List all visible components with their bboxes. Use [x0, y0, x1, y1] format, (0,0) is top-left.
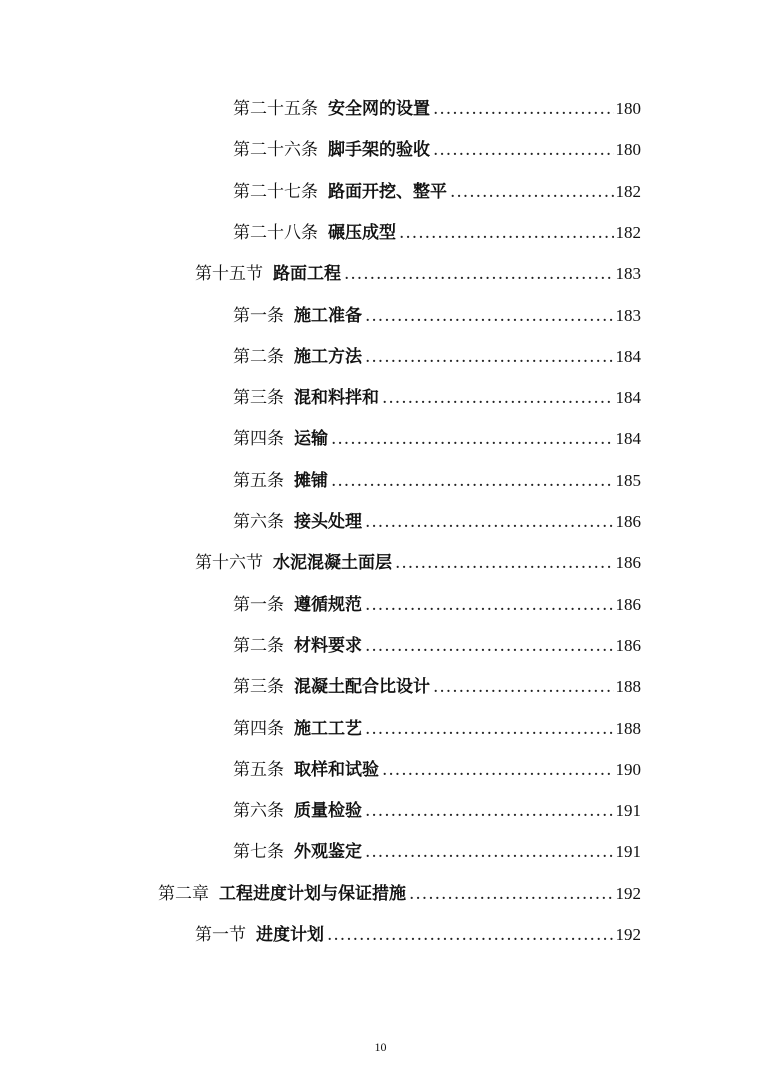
toc-entry-page: 183: [615, 264, 641, 284]
toc-entry: [233, 344, 641, 370]
toc-entry: [233, 592, 641, 618]
toc-entry-title: 水泥混凝土面层: [273, 553, 392, 574]
toc-entry: [233, 674, 641, 700]
toc-entry-number: 第一条: [233, 305, 284, 326]
toc-entry: [233, 385, 641, 411]
toc-entry-title: 遵循规范: [294, 594, 362, 615]
toc-entry: [233, 220, 641, 246]
toc-entry-number: 第四条: [233, 718, 284, 739]
toc-entry: [233, 96, 641, 122]
toc-dot-leader: [395, 550, 614, 576]
toc-entry: [233, 179, 641, 205]
toc-entry-title: 混和料拌和: [294, 388, 379, 409]
toc-entry-number: 第一节: [195, 925, 246, 945]
toc-entry-title: 取样和试验: [294, 759, 379, 780]
toc-entry-title: 施工方法: [294, 346, 362, 367]
toc-entry-page: 186: [615, 553, 641, 573]
toc-entry-title: 质量检验: [294, 801, 362, 822]
toc-entry-page: 184: [615, 388, 641, 408]
toc-entry-title: 材料要求: [294, 635, 362, 656]
toc-entry-page: 191: [615, 842, 641, 862]
toc-dot-leader: [327, 922, 614, 948]
toc-entry-number: 第三条: [233, 388, 284, 409]
toc-dot-leader: [365, 509, 614, 535]
toc-entry-page: 182: [615, 222, 641, 242]
toc-entry: [195, 550, 641, 576]
toc-entry-page: 190: [615, 759, 641, 779]
toc-entry-title: 施工准备: [294, 305, 362, 326]
toc-entry-number: 第二章: [158, 883, 209, 904]
toc-entry-page: 186: [615, 594, 641, 614]
toc-entry-title: 碾压成型: [328, 222, 396, 243]
toc-dot-leader: [365, 303, 614, 329]
toc-entry: [233, 509, 641, 535]
page-number: 10: [374, 1040, 387, 1054]
toc-dot-leader: [433, 96, 614, 122]
toc-entry-number: 第六条: [233, 512, 284, 532]
toc-entry-title: 安全网的设置: [328, 99, 430, 119]
toc-entry-page: 188: [615, 718, 641, 738]
toc-entry-page: 192: [615, 925, 641, 944]
toc-dot-leader: [382, 385, 614, 411]
toc-entry-title: 摊铺: [294, 470, 328, 491]
toc-entry-title: 运输: [294, 429, 328, 450]
toc-entry-title: 外观鉴定: [294, 842, 362, 863]
toc-entry-page: 182: [615, 181, 641, 201]
toc-dot-leader: [382, 757, 614, 783]
toc-dot-leader: [399, 220, 614, 246]
toc-entry: [233, 468, 641, 494]
toc-dot-leader: [331, 426, 614, 452]
toc-dot-leader: [450, 179, 614, 205]
toc-entry-title: 施工工艺: [294, 718, 362, 739]
toc-entry-page: 186: [615, 512, 641, 531]
toc-entry-title: 混凝土配合比设计: [294, 677, 430, 698]
toc-entry-number: 第三条: [233, 677, 284, 698]
toc-entry-number: 第二十七条: [233, 181, 318, 202]
toc-entry: [233, 633, 641, 659]
toc-entry: [233, 716, 641, 742]
toc-entry-number: 第十五节: [195, 264, 263, 285]
toc-entry-page: 192: [615, 883, 641, 903]
toc-entry-title: 进度计划: [256, 925, 324, 945]
toc-entry-title: 路面工程: [273, 264, 341, 285]
toc-entry: [195, 922, 641, 948]
toc-entry: [158, 881, 641, 907]
toc-entry-number: 第五条: [233, 759, 284, 780]
toc-entry-page: 188: [615, 677, 641, 697]
toc-entry-number: 第六条: [233, 801, 284, 822]
toc-entry-number: 第二条: [233, 346, 284, 367]
toc-entry-page: 184: [615, 429, 641, 449]
toc-dot-leader: [433, 674, 614, 700]
toc-entry-page: 183: [615, 305, 641, 325]
toc-entry: [233, 426, 641, 452]
toc-entry-title: 脚手架的验收: [328, 140, 430, 161]
toc-dot-leader: [365, 344, 614, 370]
toc-entry-number: 第七条: [233, 842, 284, 863]
toc-dot-leader: [365, 798, 614, 824]
toc-entry-page: 185: [615, 470, 641, 490]
toc-entry-number: 第四条: [233, 429, 284, 450]
toc-entry-number: 第二十六条: [233, 140, 318, 161]
toc-entry: [233, 303, 641, 329]
toc-entry-number: 第五条: [233, 470, 284, 491]
toc-dot-leader: [344, 261, 614, 287]
toc-entry-number: 第一条: [233, 594, 284, 615]
toc-dot-leader: [365, 839, 614, 865]
toc-dot-leader: [409, 881, 614, 907]
toc-entry-title: 工程进度计划与保证措施: [219, 883, 406, 904]
toc-entry-number: 第二条: [233, 635, 284, 656]
toc-entry-number: 第十六节: [195, 553, 263, 574]
toc-entry-page: 186: [615, 635, 641, 655]
toc-entry-title: 接头处理: [294, 512, 362, 532]
toc-entry: [233, 137, 641, 163]
toc-entry-page: 184: [615, 346, 641, 366]
toc-entry-page: 180: [615, 99, 641, 118]
toc-entry-number: 第二十五条: [233, 99, 318, 119]
toc-entry-title: 路面开挖、整平: [328, 181, 447, 202]
toc-entry: [233, 839, 641, 865]
toc-entry-number: 第二十八条: [233, 222, 318, 243]
toc-dot-leader: [365, 633, 614, 659]
toc-dot-leader: [365, 592, 614, 618]
toc-entry-page: 191: [615, 801, 641, 821]
toc-dot-leader: [433, 137, 614, 163]
toc-entry: [195, 261, 641, 287]
toc-dot-leader: [365, 716, 614, 742]
toc-entry-page: 180: [615, 140, 641, 160]
toc-entry: [233, 798, 641, 824]
toc-dot-leader: [331, 468, 614, 494]
toc-entry: [233, 757, 641, 783]
